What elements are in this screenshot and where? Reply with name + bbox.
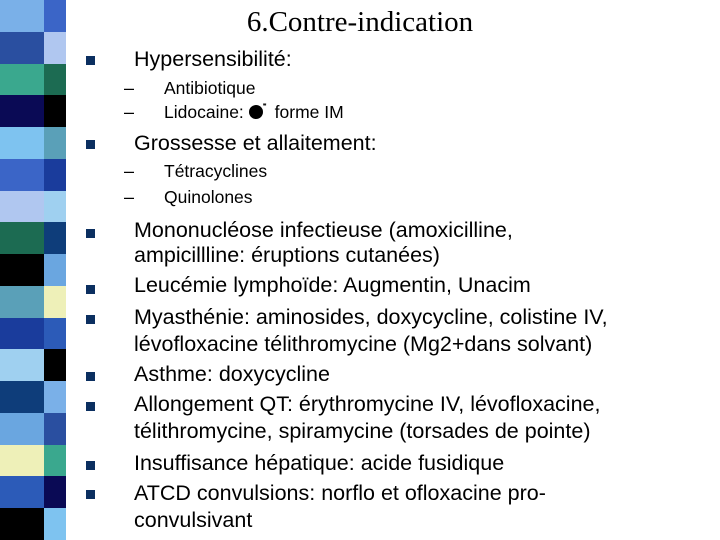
bullet-icon [86, 229, 95, 238]
sidebar-stripe [0, 381, 66, 413]
item-grossesse: Grossesse et allaitement: [134, 131, 377, 155]
dash-icon: – [124, 187, 135, 207]
subitem-quinolones: Quinolones [164, 187, 253, 207]
sidebar-stripe [0, 127, 66, 159]
item-asthme: Asthme: doxycycline [134, 362, 330, 386]
sidebar-stripe [0, 64, 66, 96]
bullet-icon [86, 285, 95, 294]
subitem-antibiotique: Antibiotique [164, 78, 256, 98]
sidebar-stripe [0, 445, 66, 477]
sidebar-stripe [0, 413, 66, 445]
item-leucemie: Leucémie lymphoïde: Augmentin, Unacim [134, 273, 531, 297]
bullet-icon [86, 490, 95, 499]
bullet-icon [86, 372, 95, 381]
item-myasthenie-line1: Myasthénie: aminosides, doxycycline, colistine IV, [134, 305, 608, 329]
item-atcd-convulsions-line1: ATCD convulsions: norflo et ofloxacine pro- [134, 481, 546, 505]
item-insuffisance-hepatique: Insuffisance hépatique: acide fusidique [134, 451, 505, 475]
bullet-icon [86, 315, 95, 324]
subitem-tetracyclines: Tétracyclines [164, 161, 268, 181]
bullet-icon [86, 402, 95, 411]
bullet-icon [86, 461, 95, 470]
sidebar-stripe [0, 476, 66, 508]
dash-icon: – [124, 102, 135, 122]
sidebar-stripe [0, 286, 66, 318]
item-mononucleose-line1: Mononucléose infectieuse (amoxicilline, [134, 218, 513, 242]
decorative-sidebar [0, 0, 66, 540]
bullet-icon [86, 56, 95, 65]
sidebar-stripe [0, 349, 66, 381]
sidebar-stripe [0, 254, 66, 286]
lidocaine-suffix: forme IM [274, 102, 344, 122]
sidebar-stripe [0, 159, 66, 191]
bullet-icon [86, 140, 95, 149]
page-title: 6.Contre-indication [246, 6, 474, 38]
subitem-lidocaine: Lidocaine: '''' forme IM [164, 102, 344, 122]
lidocaine-label: Lidocaine: [164, 102, 244, 122]
item-hypersensibilite: Hypersensibilité: [134, 47, 292, 71]
sidebar-stripe [0, 318, 66, 350]
item-mononucleose-line2: ampicillline: éruptions cutanées) [134, 243, 440, 267]
dash-icon: – [124, 161, 135, 181]
sidebar-stripe [0, 95, 66, 127]
item-myasthenie-line2: lévofloxacine télithromycine (Mg2+dans solvant) [134, 332, 593, 356]
dash-icon: – [124, 78, 135, 98]
item-allongement-qt-line2: télithromycine, spiramycine (torsades de pointe) [134, 419, 591, 443]
item-allongement-qt-line1: Allongement QT: érythromycine IV, lévofloxacine, [134, 392, 601, 416]
sidebar-stripe [0, 222, 66, 254]
sidebar-stripe [0, 191, 66, 223]
item-atcd-convulsions-line2: convulsivant [134, 508, 253, 532]
sidebar-stripe [0, 508, 66, 540]
